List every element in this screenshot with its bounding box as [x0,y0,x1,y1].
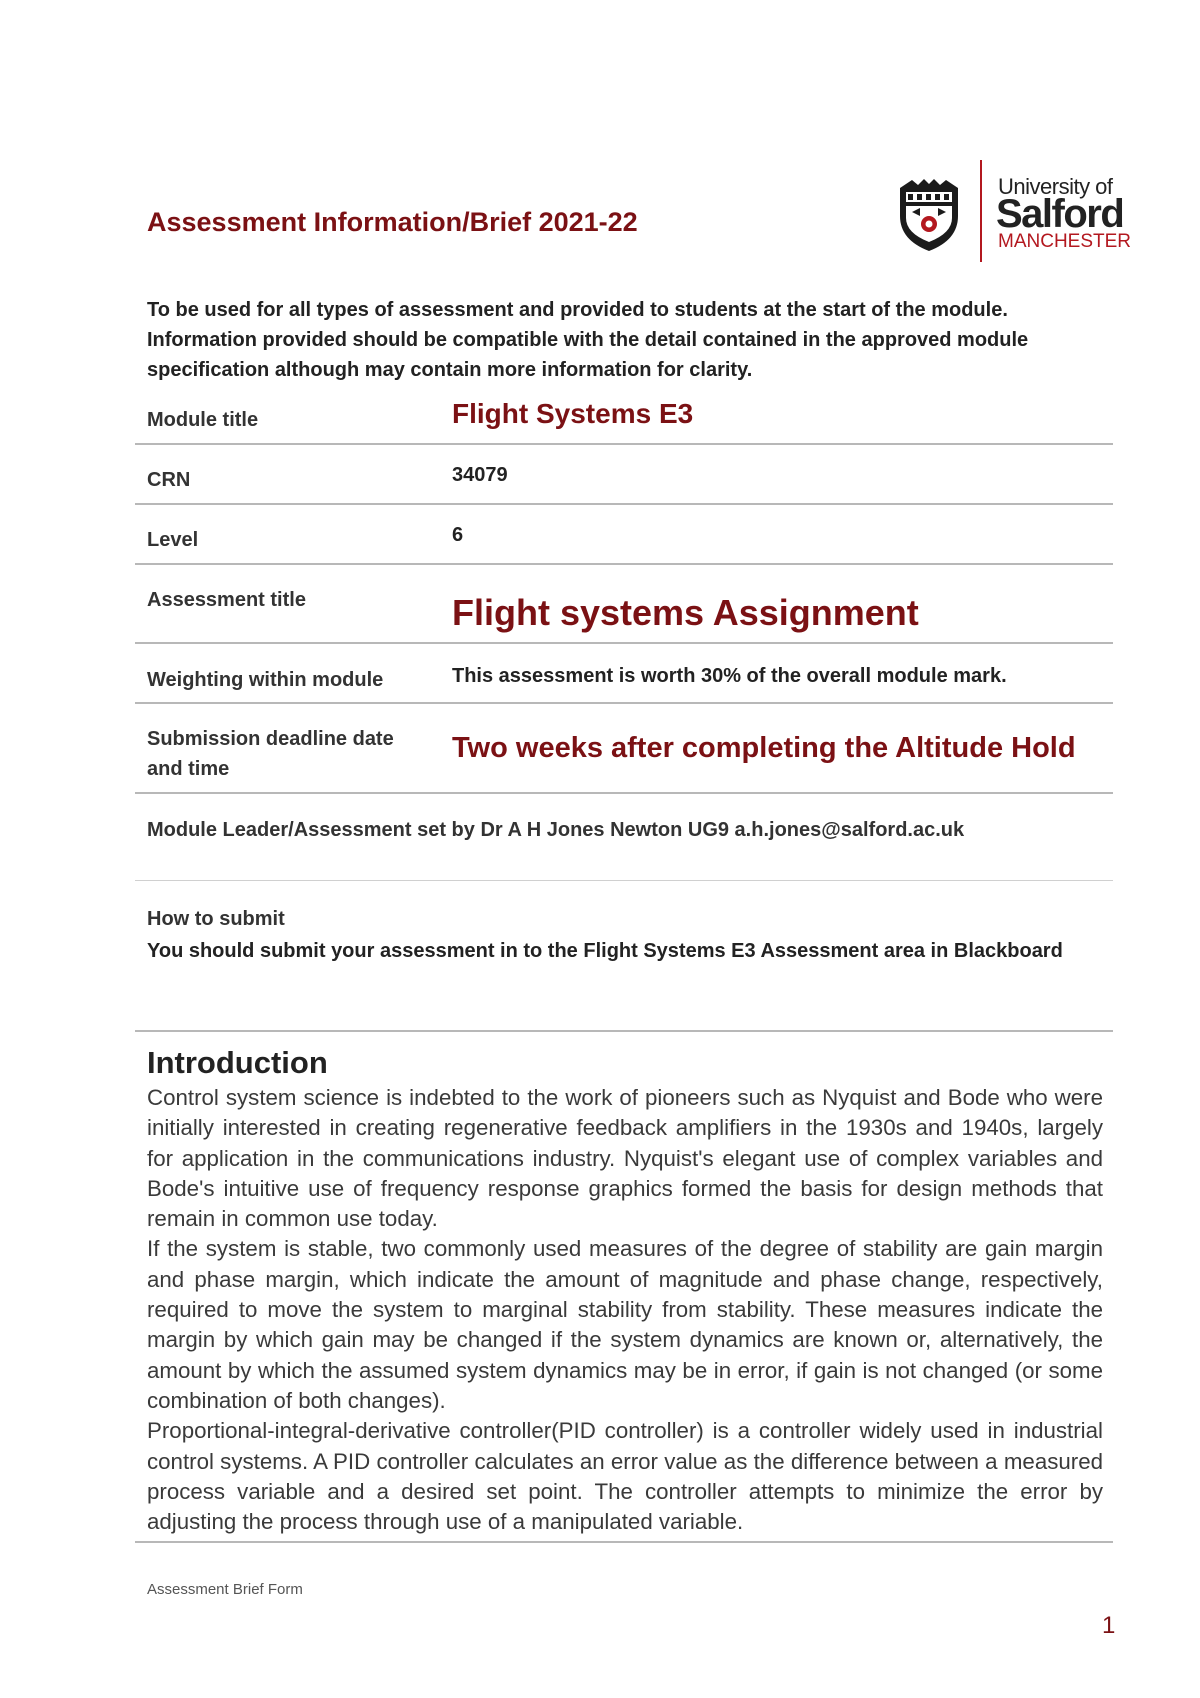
deadline-label-line1: Submission deadline date [147,728,394,750]
weighting-value: This assessment is worth 30% of the overall module mark. [452,665,1007,687]
logo-divider [980,160,982,262]
page-number: 1 [1102,1612,1116,1639]
university-crest-icon [898,178,960,252]
table-divider [135,792,1113,794]
module-title-value: Flight Systems E3 [452,398,694,429]
usage-note: To be used for all types of assessment and provided to students at the start of the module. Information provided should be compatible with the detail contained in the approved module specification although may contain more information for clarity. [147,299,1029,381]
university-logo [898,160,1132,264]
section-divider [135,1541,1113,1543]
module-leader: Module Leader/Assessment set by Dr A H Jones Newton UG9 a.h.jones@salford.ac.uk [147,819,965,841]
paragraph: Control system science is indebted to the work of pioneers such as Nyquist and Bode who were initially interested in creating regenerative feedback amplifiers in the 1930s and 1940s, largely for application in the communications industry. Nyquist's elegant use of complex variables and Bode's intuitive use of frequency response graphics formed the basis for design methods that remain in common use today. [147,1085,1103,1232]
section-divider [135,1030,1113,1032]
table-divider [135,642,1113,644]
module-title-label: Module title [147,409,259,431]
logo-university-of: University of [998,174,1113,199]
table-divider [135,702,1113,704]
table-divider [135,563,1113,565]
crn-value: 34079 [452,464,508,486]
logo-salford: Salford [996,192,1124,236]
paragraph: If the system is stable, two commonly used measures of the degree of stability are gain margin and phase margin, which indicate the amount of magnitude and phase change, respectively, required to move the system to marginal stability from stability. These measures indicate the margin by which gain may be changed if the system dynamics are known or, alternatively, the amount by which the assumed system dynamics may be in error, if gain is not changed (or some combination of both changes). [147,1236,1103,1413]
table-divider [135,880,1113,881]
deadline-label-line2: and time [147,758,230,780]
assessment-title-label: Assessment title [147,589,306,611]
deadline-value: Two weeks after completing the Altitude Hold [452,732,1076,764]
level-value: 6 [452,524,464,546]
weighting-label: Weighting within module [147,669,384,691]
introduction-body [147,1083,1103,1537]
logo-manchester: MANCHESTER [998,231,1132,252]
assessment-title-value: Flight systems Assignment [452,592,919,633]
crn-label: CRN [147,469,191,491]
how-to-submit-heading: How to submit [147,908,285,930]
table-divider [135,443,1113,445]
paragraph: Proportional-integral-derivative controller(PID controller) is a controller widely used in industrial control systems. A PID controller calculates an error value as the difference between a measured process variable and a desired set point. The controller attempts to minimize the error by adjusting the process through use of a manipulated variable. [147,1418,1103,1535]
page-title: Assessment Information/Brief 2021-22 [147,207,638,237]
footer-form-name: Assessment Brief Form [147,1581,303,1598]
how-to-submit-text: You should submit your assessment in to the Flight Systems E3 Assessment area in Blackboard [147,940,1063,962]
table-divider [135,503,1113,505]
introduction-heading: Introduction [147,1045,328,1080]
level-label: Level [147,529,199,551]
